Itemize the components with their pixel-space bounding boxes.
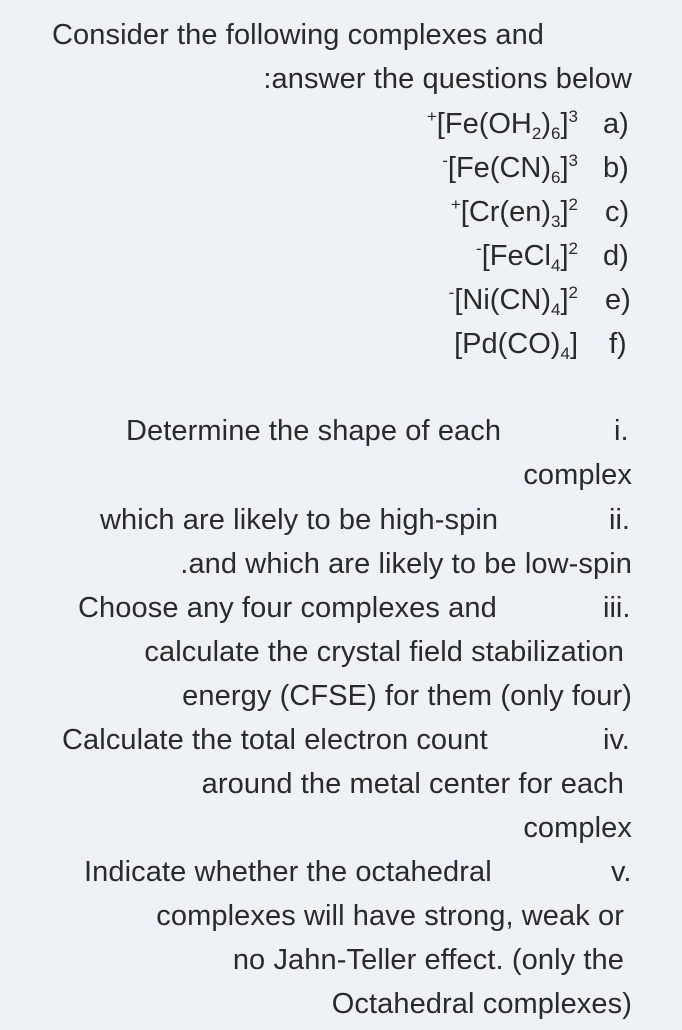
complex-label-e: e) xyxy=(605,284,631,316)
question-iii-line-3: energy (CFSE) for them (only four) xyxy=(182,680,632,712)
question-v-line-4: Octahedral complexes) xyxy=(331,988,632,1020)
question-ii-line-1: which are likely to be high-spin xyxy=(100,504,499,536)
question-v-line-2: complexes will have strong, weak or xyxy=(156,900,624,932)
question-v-numeral: v. xyxy=(611,856,632,888)
question-iv-numeral: iv. xyxy=(603,724,630,756)
complex-formula-a: $^+[Fe(OH_2)_6]^3$ xyxy=(426,107,578,143)
complex-label-a: a) xyxy=(603,108,629,140)
complex-formula-f: $[Pd(CO)_4]$ xyxy=(454,328,578,363)
complex-formula-e: $^-[Ni(CN)_4]^2$ xyxy=(448,283,578,319)
complex-label-b: b) xyxy=(603,152,629,184)
question-v-line-1: Indicate whether the octahedral xyxy=(84,856,492,888)
question-iii-line-1: Choose any four complexes and xyxy=(78,592,497,624)
intro-line-2: :answer the questions below xyxy=(263,63,632,95)
complex-label-c: c) xyxy=(605,196,630,228)
complex-formula-d: -[FeCl$_4$]$^2$ xyxy=(476,239,578,275)
complex-label-d: d) xyxy=(603,240,629,272)
intro-line-1: Consider the following complexes and xyxy=(52,19,545,51)
complex-formula-b: $^-[Fe(CN)_6]^3$ xyxy=(442,151,578,187)
question-i-numeral: i. xyxy=(614,415,629,447)
question-iv-line-1: Calculate the total electron count xyxy=(62,724,488,756)
question-iv-line-2: around the metal center for each xyxy=(201,768,624,800)
question-iii-line-2: calculate the crystal field stabilization xyxy=(144,636,624,668)
complex-label-f: f) xyxy=(609,328,627,360)
question-iii-numeral: iii. xyxy=(603,592,631,624)
question-i-line-1: Determine the shape of each xyxy=(126,415,502,447)
question-i-line-2: complex xyxy=(523,459,632,491)
complex-formula-c: $^+[Cr(en)_3]^2$ xyxy=(450,195,578,231)
question-v-line-3: no Jahn-Teller effect. (only the xyxy=(232,944,624,976)
question-iv-line-3: complex xyxy=(523,812,632,844)
question-ii-numeral: ii. xyxy=(609,504,630,536)
question-ii-line-2: .and which are likely to be low-spin xyxy=(180,548,632,580)
